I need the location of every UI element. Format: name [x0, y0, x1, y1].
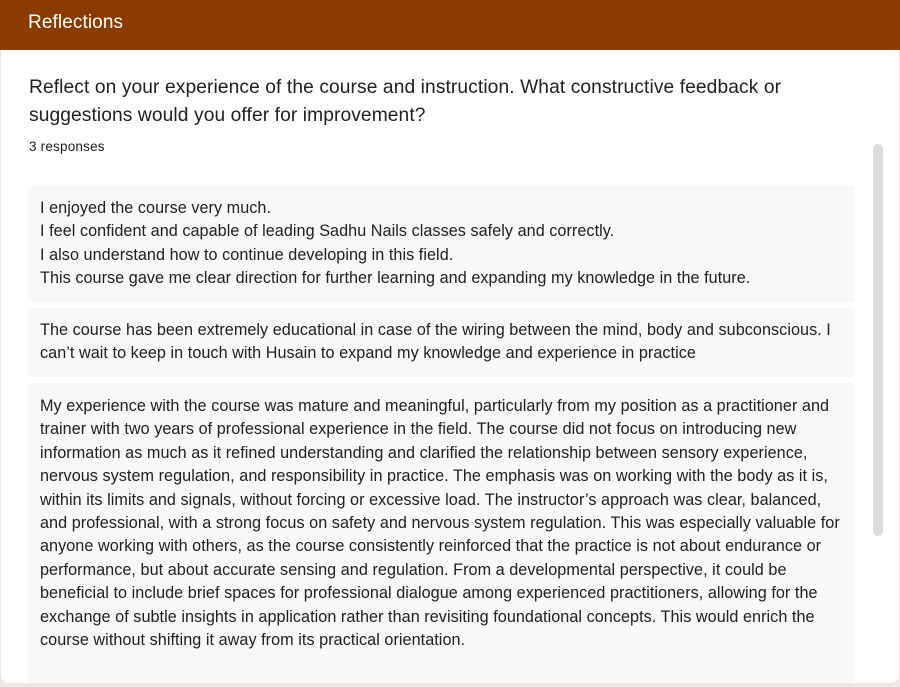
response-count: 3 responses	[29, 139, 105, 154]
section-header	[0, 0, 900, 50]
scrollbar-thumb[interactable]	[873, 144, 883, 536]
question-title: Reflect on your experience of the course and instruction. What constructive feedback or suggestions would you offer for improvement?	[29, 77, 782, 126]
question-card	[1, 50, 899, 683]
response-item: My experience with the course was mature and meaningful, particularly from my position as a practitioner and trainer with two years of professional experience in the field. The course did not focus on introducing new information as much as it refined understanding and clarified the relationship between sensory experience, nervous system regulation, and responsibility in practice. The emphasis was on working with the body as it is, within its limits and signals, without forcing or excessive load. The instructor’s approach was clear, balanced, and professional, with a strong focus on safety and nervous system regulation. This was especially valuable for anyone working with others, as the course consistently reinforced that the practice is not about endurance or performance, but about accurate sensing and regulation. From a developmental perspective, it could be beneficial to include brief spaces for professional dialogue among experienced practitioners, allowing for the exchange of subtle insights in application rather than revisiting foundational concepts. This would enrich the course without shifting it away from its practical orientation.	[28, 383, 855, 683]
section-title: Reflections	[28, 12, 124, 33]
response-list[interactable]	[28, 186, 855, 683]
scrollbar[interactable]	[873, 144, 883, 536]
response-item: The course has been extremely educational in case of the wiring between the mind, body and subconscious. I can’t wait to keep in touch with Husain to expand my knowledge and experience in practice	[28, 308, 855, 377]
response-item: I enjoyed the course very much. I feel confident and capable of leading Sadhu Nails classes safely and correctly. I also understand how to continue developing in this field. This course gave me clear direction for further learning and expanding my knowledge in the future.	[28, 186, 855, 302]
